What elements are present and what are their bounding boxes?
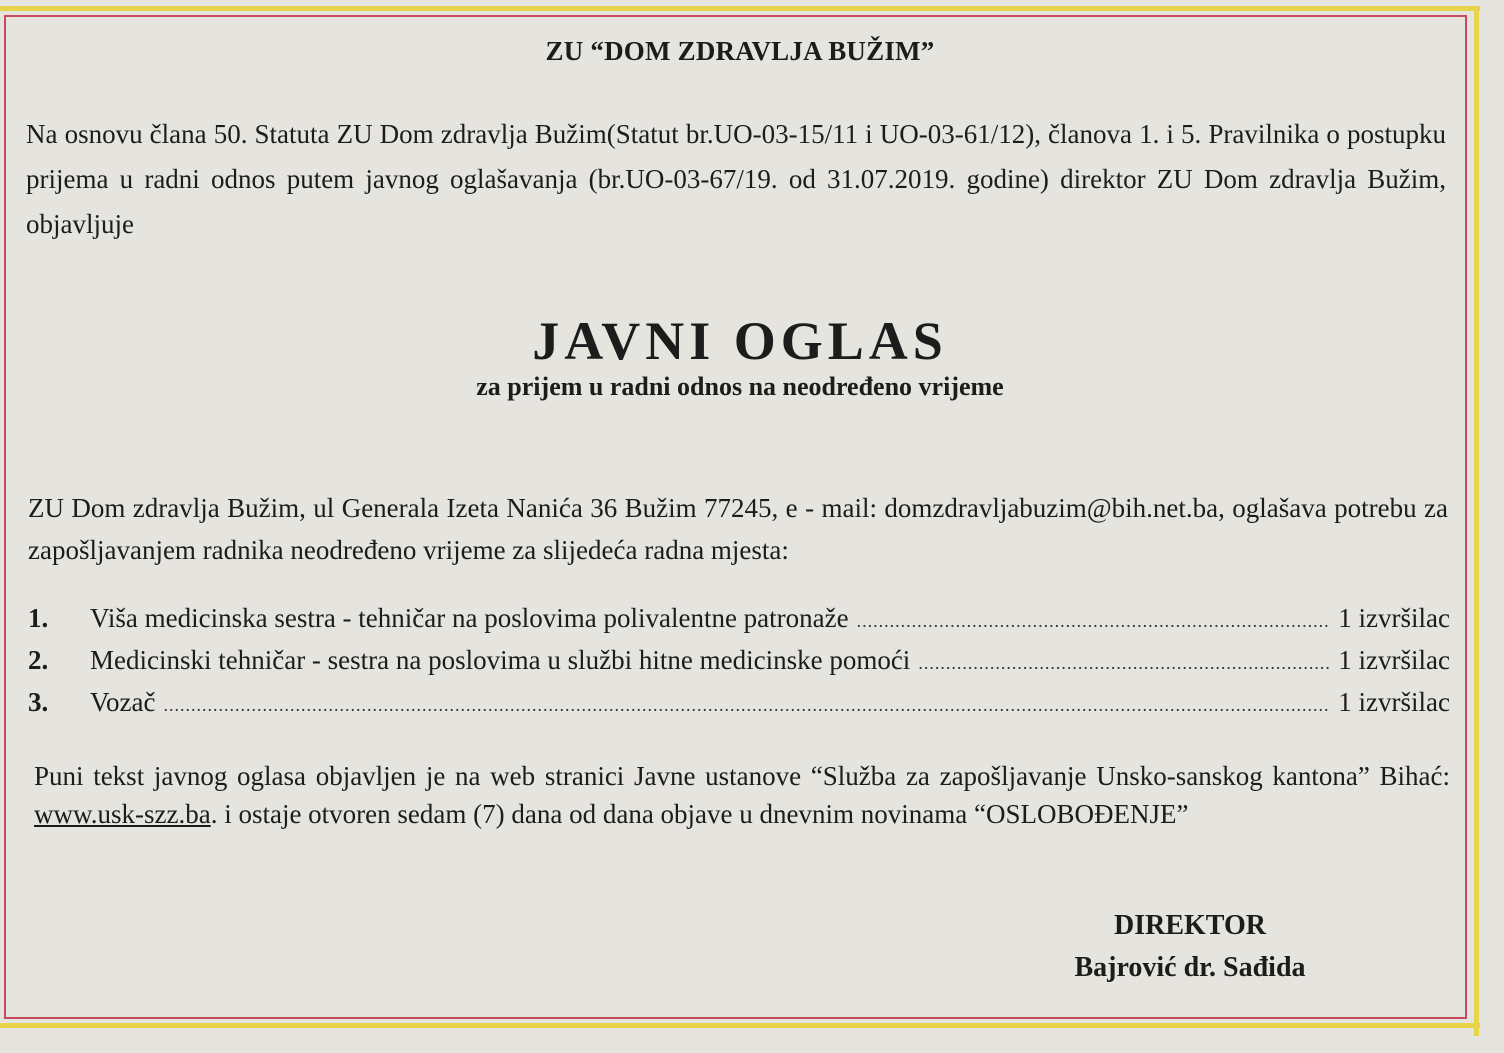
- position-title: Medicinski tehničar - sestra na poslovima u službi hitne medicinske pomoći: [90, 645, 911, 675]
- dot-leader: [857, 611, 1331, 632]
- outer-border-bottom: [0, 1023, 1480, 1028]
- fulltext-paragraph: [34, 757, 1450, 833]
- intro-paragraph: Na osnovu člana 50. Statuta ZU Dom zdravlja Bužim(Statut br.UO-03-15/11 i UO-03-61/12), članova 1. i 5. Pravilnika o postupku prijema u radni odnos putem javnog oglašavanja (br.UO-03-67/19. od 31.07.2019. godine) direktor ZU Dom zdravlja Bužim, objavljuje: [26, 119, 1446, 239]
- position-number: 1.: [28, 603, 49, 633]
- position-count: 1 izvršilac: [1338, 645, 1450, 675]
- position-count: 1 izvršilac: [1338, 687, 1450, 717]
- list-item: [28, 645, 1450, 687]
- dot-leader: [163, 695, 1330, 716]
- list-item: [28, 603, 1450, 645]
- position-number: 3.: [28, 687, 49, 717]
- signature-block: [1040, 905, 1340, 989]
- position-title: Vozač: [90, 687, 156, 717]
- page-subtitle: za prijem u radni odnos na neodređeno vrijeme: [476, 372, 1004, 401]
- organization-name: ZU “DOM ZDRAVLJA BUŽIM”: [545, 36, 935, 66]
- announcement-paragraph: ZU Dom zdravlja Bužim, ul Generala Izeta Nanića 36 Bužim 77245, e - mail: domzdravljabuzim@bih.net.ba, oglašava potrebu za zapošljavanjem radnika neodređeno vrijeme za slijedeća radna mjesta:: [28, 493, 1448, 565]
- dot-leader: [918, 653, 1330, 674]
- outer-border-top: [0, 6, 1480, 11]
- signature-role: DIREKTOR: [1114, 910, 1266, 941]
- signature-name: Bajrović dr. Sađida: [1074, 952, 1306, 983]
- list-item: [28, 687, 1450, 729]
- website-link[interactable]: www.usk-szz.ba: [34, 799, 211, 829]
- outer-border-right: [1474, 6, 1479, 1036]
- position-number: 2.: [28, 645, 49, 675]
- page-title: JAVNI OGLAS: [532, 311, 948, 371]
- position-title: Viša medicinska sestra - tehničar na poslovima polivalentne patronaže: [90, 603, 849, 633]
- fulltext-before-link: Puni tekst javnog oglasa objavljen je na web stranici Javne ustanove “Služba za zapošljavanje Unsko-sanskog kantona” Bihać:: [34, 761, 1450, 791]
- fulltext-after-link: . i ostaje otvoren sedam (7) dana od dana objave u dnevnim novinama “OSLOBOĐENJE”: [210, 799, 1189, 829]
- positions-list: [28, 603, 1450, 729]
- position-count: 1 izvršilac: [1338, 603, 1450, 633]
